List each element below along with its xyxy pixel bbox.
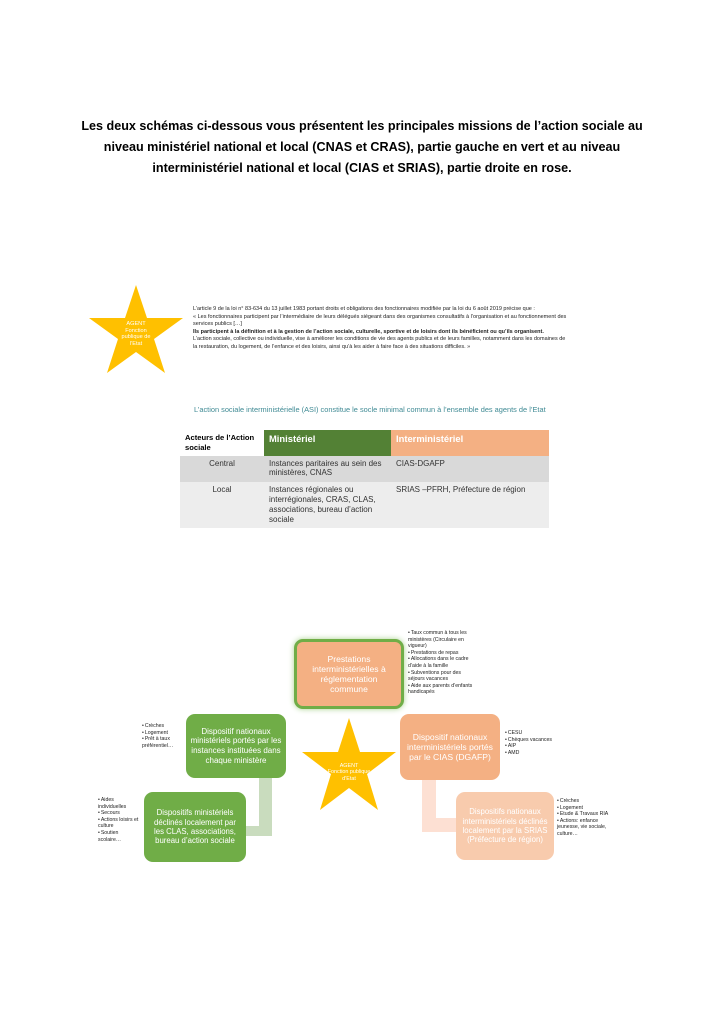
box-dispositifs-srias: Dispositifs nationaux interministériels déclinés localement par la SRIAS (Préfecture de région) [456,792,554,860]
notes-right [505,730,565,756]
header-interministeriel: Interministériel [391,430,549,456]
notes-left [142,723,186,749]
law-paragraph: Ils participent à la définition et à la gestion de l’action sociale, culturelle, sportive et de loisirs dont ils bénéficient ou qu’ils organisent. [193,328,544,335]
note-item: • Logement [557,805,619,812]
min-cell: Instances régionales ou interrégionales, CRAS, CLAS, associations, bureau d’action sociale [264,482,391,528]
note-item: • Chèques vacances [505,737,565,744]
level-cell: Local [180,482,264,528]
note-item: • Soutien scolaire… [98,830,142,843]
note-item: • Aides individuelles [98,797,142,810]
level-cell: Central [180,456,264,482]
page-heading: Les deux schémas ci-dessous vous présentent les principales missions de l’action sociale au niveau ministériel national et local (CNAS et CRAS), partie gauche en vert et au niveau interministériel national et local (CIAS et SRIAS), partie droite en rose. [81,119,643,175]
note-item: • Subventions pour des séjours vacances [408,670,474,683]
note-item: • Etude & Travaux RIA [557,811,619,818]
notes-top [408,630,474,696]
box-dispositif-ministeriel: Dispositif nationaux ministériels portés par les instances instituées dans chaque ministère [186,714,286,778]
center-star-label: AGENT Fonction publique d’Etat [327,763,371,782]
note-item: • Secours [98,810,142,817]
note-item: • Prêt à taux préférentiel… [142,736,186,749]
note-item: • Crèches [557,798,619,805]
note-item: • AIP [505,743,565,750]
notes-bottom-right [557,798,619,838]
inter-cell: SRIAS –PFRH, Préfecture de région [391,482,549,528]
note-item: • AMD [505,750,565,757]
inter-cell: CIAS-DGAFP [391,456,549,482]
header-ministeriel: Ministériel [264,430,391,456]
law-paragraph: « Les fonctionnaires participent par l’intermédiaire de leurs délégués siégeant dans des organismes consultatifs à l’organisation et au fonctionnement des services publics […] [193,313,567,328]
min-cell: Instances paritaires au sein des ministères, CNAS [264,456,391,482]
notes-bottom-left [98,797,142,843]
note-item: • Actions: enfance jeunesse, vie sociale, culture… [557,818,619,838]
box-dispositifs-locaux-ministeriels: Dispositifs ministériels déclinés localement par les CLAS, associations, bureau d’action sociale [144,792,246,862]
box-prestations-interministerielles: Prestations interministérielles à réglementation commune [294,639,404,709]
law-paragraph: L’article 9 de la loi n° 83-634 du 13 juillet 1983 portant droits et obligations des fonctionnaires modifiée par la loi du 6 août 2019 précise que : [193,306,535,312]
note-item: • Crèches [142,723,186,730]
note-item: • Actions loisirs et culture [98,817,142,830]
center-agent-star [301,718,397,810]
note-item: • CESU [505,730,565,737]
note-item: • Prestations de repas [408,650,474,657]
note-item: • Taux commun à tous les ministères (Circulaire en vigueur) [408,630,474,650]
box-dispositif-interministeriel: Dispositif nationaux interministériels portés par le CIAS (DGAFP) [400,714,500,780]
note-item: • Logement [142,730,186,737]
law-paragraph: L’action sociale, collective ou individuelle, vise à améliorer les conditions de vie des agents publics et de leurs familles, notamment dans les domaines de la restauration, du logement, de l’enfance et des loisirs, ainsi qu’à les aider à faire face à des situations difficiles. » [193,336,566,350]
note-item: • Aide aux parents d’enfants handicapés [408,683,474,696]
agent-star-label: AGENT Fonction publique de l’Etat [121,321,151,347]
asi-statement: L’action sociale interministérielle (ASI) constitue le socle minimal commun à l’ensemble des agents de l’Etat [194,405,546,414]
header-actors: Acteurs de l’Action sociale [180,430,264,456]
note-item: • Allocations dans le cadre d’aide à la famille [408,656,474,669]
